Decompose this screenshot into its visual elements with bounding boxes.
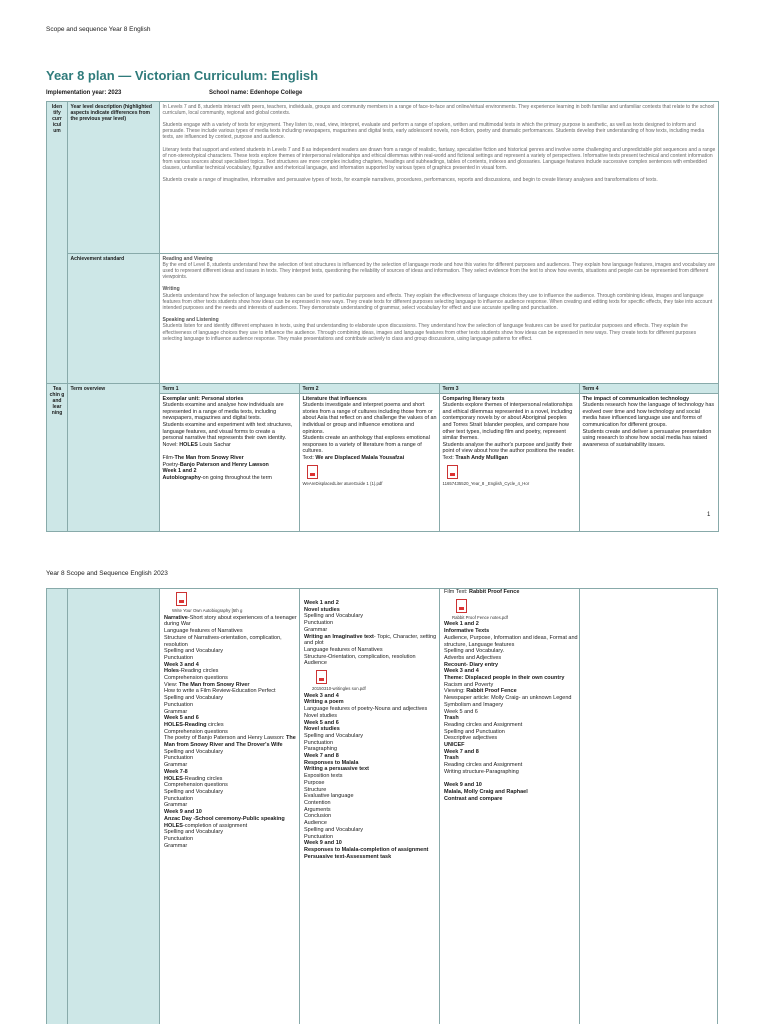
plan-line: Arguments xyxy=(304,806,331,813)
plan-heading: Week 9 and 10 xyxy=(164,809,202,816)
plan-heading: Week 5 and 6 xyxy=(164,715,199,722)
term-1-cell xyxy=(160,394,300,532)
term-4-cell xyxy=(580,394,719,532)
novel-author: Louis Sachar xyxy=(197,441,231,448)
plan-line: Punctuation xyxy=(164,795,194,802)
plan-text: Film Text: xyxy=(444,589,469,595)
text-label: Text: xyxy=(442,455,456,462)
plan-text: - Topic, Character, setting and plot xyxy=(304,633,437,647)
plan-line: Descriptive adjectives xyxy=(444,735,498,742)
plan-line: Spelling and Vocabulary xyxy=(304,613,364,620)
term-4-header: Term 4 xyxy=(580,384,719,394)
plan-line: Grammar xyxy=(164,708,188,715)
plan-emphasis: The Man from Snowy River xyxy=(178,681,250,688)
term-body: Students investigate and interpret poems and short stories from a range of cultures including those from or about Asia that reflect on and challenge the values of an individual or group and influence emotions and opinions. Students create an anthology that explores emotional responses to a variety of literature from a range of cultures. xyxy=(302,402,437,455)
plan-line: Symbolism and Imagery xyxy=(444,701,503,708)
plan-line: Language features of poetry-Nouns and adjectives xyxy=(304,706,428,713)
plan-emphasis: Writing an Imaginative text xyxy=(304,633,374,640)
novel-label: Novel: xyxy=(162,441,180,448)
term-week: Week 1 and 2 xyxy=(162,468,197,475)
plan-text: -completion of assignment xyxy=(182,822,248,829)
plan-line: Spelling and Vocabulary xyxy=(164,648,224,655)
plan-spacer xyxy=(444,776,578,783)
plan-line: Newspaper article: Molly Craig- an unknown Legend xyxy=(444,695,572,702)
plan-heading: Persuasive text-Assessment task xyxy=(304,853,392,860)
plan-emphasis: Holes xyxy=(164,668,179,675)
plan-line: Paragraphing xyxy=(304,746,338,753)
term-overview-label: Term overview xyxy=(68,384,160,532)
year-level-description xyxy=(160,102,719,254)
plan-heading: Writing a persuasive text xyxy=(304,766,370,773)
plan-line: Reading circles and Assignment xyxy=(444,721,523,728)
plan-line xyxy=(164,735,298,748)
term-poetry xyxy=(163,462,297,469)
plan-line xyxy=(444,589,578,596)
plan-heading: Week 9 and 10 xyxy=(444,782,482,789)
plan-heading: Recount- Diary entry xyxy=(444,661,499,668)
plan-line: Punctuation xyxy=(164,654,194,661)
plan-line: Punctuation xyxy=(164,835,194,842)
plan-line: Spelling and Vocabulary xyxy=(304,826,364,833)
plan-heading: Theme: Displaced people in their own country xyxy=(444,675,565,682)
text-title: Trash Andy Mulligan xyxy=(455,455,508,462)
plan-line: Audience xyxy=(304,820,327,827)
plan-text: -Reading circles xyxy=(178,668,219,675)
achievement-standard-label: Achievement standard xyxy=(68,254,160,384)
plan-heading: Week 3 and 4 xyxy=(304,692,339,699)
plan-line: Spelling and Punctuation xyxy=(444,728,505,735)
page-header: Scope and sequence Year 8 English xyxy=(46,26,151,33)
plan-text: -Reading circles xyxy=(182,775,223,782)
plan-line: Comprehension questions xyxy=(164,728,228,735)
plan-line: Contention xyxy=(304,799,331,806)
term-body: Students examine and analyse how individuals are represented in a range of media texts, including newspapers, magazines and digital texts. Students examine and experiment with text structures, language features, and visual forms to create a personal narrative that represents their own identity. xyxy=(162,402,293,442)
plan-meta xyxy=(46,90,726,96)
poetry-label: Poetry- xyxy=(162,461,180,468)
term-body: Students explore themes of interpersonal relationships and ethical dilemmas represented in a novel, including contemporary novels by or about Aboriginal peoples and Torres Strait Islander peoples, and compare how other text types, including film and poetry, represent similar themes. Students analyse the author's purpose and justify their point of view about how the author positions the reader. xyxy=(442,402,575,455)
plan-line: Exposition texts xyxy=(304,773,343,780)
plan-line xyxy=(304,634,438,647)
identify-curriculum-label: Iden tify curr icul um xyxy=(47,102,68,384)
plan-line xyxy=(164,682,298,689)
plan-line: Grammar xyxy=(164,802,188,809)
plan-line: Language features of Narratives xyxy=(304,646,383,653)
term-3-weekly-plan xyxy=(444,589,578,802)
pdf-attachment[interactable] xyxy=(172,592,242,613)
plan-line xyxy=(164,722,298,729)
autobiography-label: Autobiography xyxy=(162,474,201,481)
term-film xyxy=(163,455,297,462)
achievement-text: By the end of Level 8, students understand how the selection of text structures is influenced by the selection of language mode and how this varies for different purposes and audiences. They explain how language features, images and vocabulary are used to represent different ideas and issues in texts. They interpret texts, questioning the reliability of sources of ideas and information. They select evidence from the text to show how events, situations and people can be represented from different viewpoints. xyxy=(162,261,716,281)
plan-heading: Novel studies xyxy=(304,606,340,613)
term-text xyxy=(443,455,577,462)
plan-emphasis: The Man from Snowy River and The Drover's Wife xyxy=(164,735,296,749)
novel-title: HOLES xyxy=(179,441,198,448)
plan-line: Writing structure-Paragraphing xyxy=(444,768,519,775)
pdf-attachment[interactable] xyxy=(452,599,508,620)
plan-line: Punctuation xyxy=(304,739,334,746)
label-column xyxy=(68,589,160,1024)
achievement-text: Students understand how the selection of language features can be used for particular purposes and effects. They explain the effectiveness of language choices they use to influence the audience. Through combining ideas, images and language features from other texts students show how ideas can be expressed in new ways. They create texts for different purposes selecting language to influence audience response. When creating and editing texts for specific effects, they take into account intended purposes and the needs and interests of audiences. They demonstrate understanding of grammar, select vocabulary for effect and use accurate spelling and punctuation. xyxy=(162,292,713,311)
pdf-filename: WeAreDisplacedLiter atureGuide 1 (1).pdf xyxy=(302,480,383,486)
implementation-year: Implementation year: 2023 xyxy=(46,90,122,96)
teaching-learning-label: Tea chin g and lear ning xyxy=(47,384,68,532)
year-level-para: Students create a range of imaginative, informative and persuasive types of texts, for example narratives, procedures, performances, reports and discussions, and begin to create literary analyses and transformations of texts. xyxy=(162,177,658,184)
achievement-heading: Writing xyxy=(162,286,180,293)
plan-line: Conclusion xyxy=(304,813,332,820)
plan-text: The poetry of Banjo Paterson and Henry Lawson: xyxy=(164,735,286,742)
plan-heading: Week 7 and 8 xyxy=(304,753,339,760)
term-title: Comparing literary texts xyxy=(442,395,505,402)
term-2-weekly-plan xyxy=(304,600,438,860)
term-body: Students research how the language of technology has evolved over time and how technology and social media have influenced language use and forms of communication for different groups. Students create and deliver a persuasive presentation using research to show how social media has raised awareness of sustainability issues. xyxy=(582,402,715,448)
plan-emphasis: HOLES xyxy=(164,775,183,782)
plan-emphasis: HOLES xyxy=(164,822,183,829)
plan-line: Grammar xyxy=(164,762,188,769)
plan-line: Reading circles and Assignment xyxy=(444,762,523,769)
plan-line: Structure of Narratives-orientation, complication, resolution xyxy=(164,634,282,648)
film-title: The Man from Snowy River xyxy=(174,455,244,462)
plan-heading: Week 7-8 xyxy=(164,768,188,775)
term-1-weekly-plan xyxy=(164,589,298,849)
achievement-standard xyxy=(160,254,719,384)
autobiography-note: -on going throughout the term xyxy=(200,474,272,481)
pdf-icon xyxy=(176,592,187,606)
pdf-attachment[interactable] xyxy=(303,465,383,486)
plan-line: Audience, Purpose, Information and ideas, Format and structure, Language features xyxy=(444,634,578,648)
plan-line: Spelling and Vocabulary xyxy=(304,732,364,739)
plan-line: Spelling and Vocabulary xyxy=(164,748,224,755)
year-level-label: Year level description (highlighted aspects indicate differences from the previous year level) xyxy=(68,102,160,254)
plan-heading: Malala, Molly Craig and Raphael xyxy=(444,788,528,795)
plan-line: Evaluative language xyxy=(304,793,354,800)
pdf-filename: Write Your Own Autobiography [5th g xyxy=(172,608,243,613)
year-level-para: Literary texts that support and extend students in Levels 7 and 8 as independent readers are drawn from a range of realistic, fantasy, speculative fiction and historical genres and involve some challenging and unpredictable plot sequences and a range of non-stereotypical characters. These texts explore themes of interpersonal relationships and ethical dilemmas within real-world and fictional settings and represent a variety of perspectives. Informative texts present technical and content information from various sources about specialised topics. Text structures are more complex including chapters, headings and subheadings, tables of contents, indexes and glossaries. Language features include successive complex sentences with embedded clauses, unfamiliar technical vocabulary, figurative and rhetorical language, and information supported by various types of graphics presented in visual form. xyxy=(162,146,716,172)
plan-line: Punctuation xyxy=(164,755,194,762)
term-title: Exemplar unit: Personal stories xyxy=(162,395,244,402)
pdf-icon xyxy=(456,599,467,613)
pdf-filename: Rabbit Proof Fence notes.pdf xyxy=(452,614,508,620)
plan-line: Comprehension questions xyxy=(164,675,228,682)
plan-heading: Trash xyxy=(444,755,459,762)
plan-line: How to write a Film Review-Education Perfect xyxy=(164,688,276,695)
plan-heading: Week 3 and 4 xyxy=(444,668,479,675)
plan-heading: Week 5 and 6 xyxy=(304,719,339,726)
plan-heading: Trash xyxy=(444,715,459,722)
term-autobiography xyxy=(163,475,297,482)
plan-line: Spelling and Vocabulary. xyxy=(444,648,505,655)
term-novel xyxy=(163,442,297,449)
plan-line: Grammar xyxy=(164,842,188,849)
plan-line: Novel studies xyxy=(304,712,338,719)
plan-line xyxy=(164,615,298,628)
page-header: Year 8 Scope and Sequence English 2023 xyxy=(46,570,168,577)
film-label: Film- xyxy=(162,455,175,462)
pdf-filename: 20150310-writingles son.pdf xyxy=(312,686,366,692)
plan-line: Purpose xyxy=(304,779,325,786)
plan-text: Viewing: xyxy=(444,688,467,695)
term-2-header: Term 2 xyxy=(300,384,440,394)
achievement-heading: Speaking and Listening xyxy=(162,317,219,324)
pdf-attachment[interactable] xyxy=(312,670,366,691)
plan-heading: Responses to Malala xyxy=(304,759,359,766)
plan-line: Language features of Narratives xyxy=(164,628,243,635)
plan-line: Punctuation xyxy=(164,701,194,708)
plan-heading: Week 9 and 10 xyxy=(304,840,342,847)
pdf-attachment[interactable] xyxy=(443,465,530,486)
plan-line xyxy=(164,823,298,830)
plan-emphasis: Rabbit Proof Fence xyxy=(466,688,517,695)
school-name: School name: Edenhope College xyxy=(209,90,303,96)
plan-emphasis: HOLES-Reading xyxy=(164,721,207,728)
plan-line: Punctuation xyxy=(304,620,334,627)
plan-line: Spelling and Vocabulary xyxy=(164,829,224,836)
term-title: The impact of communication technology xyxy=(582,395,690,402)
term-3-header: Term 3 xyxy=(440,384,580,394)
pdf-icon xyxy=(316,670,327,684)
plan-emphasis: Rabbit Proof Fence xyxy=(468,589,520,595)
weekly-plan-table xyxy=(46,588,718,1024)
plan-heading: UNICEF xyxy=(444,742,465,749)
plan-line: Spelling and Vocabulary xyxy=(164,695,224,702)
term-text xyxy=(303,455,437,462)
side-column xyxy=(47,589,68,1024)
text-label: Text: xyxy=(302,455,316,462)
plan-text: circles xyxy=(206,721,224,728)
plan-line: Racism and Poverty xyxy=(444,681,494,688)
term-2-cell xyxy=(300,394,440,532)
plan-line: Week 5 and 6 xyxy=(444,708,478,715)
achievement-heading: Reading and Viewing xyxy=(162,255,213,262)
achievement-text: Students listen for and identify different emphases in texts, using that understanding to elaborate upon discussions. They understand how the selection of language features can be used for particular purposes and effects. They explain the effectiveness of language choices they use to influence the audience. Through combining ideas, images and language features from other texts students show how ideas can be expressed in new ways. They create texts for different purposes selecting language to influence audience response. They make presentations and contribute actively to class and group discussions, using language patterns for effect. xyxy=(162,323,697,342)
pdf-icon xyxy=(307,465,318,479)
plan-heading: Week 3 and 4 xyxy=(164,661,199,668)
plan-line: Grammar xyxy=(304,626,328,633)
plan-text: View: xyxy=(164,681,179,688)
plan-line: Structure xyxy=(304,786,327,793)
plan-heading: Informative Texts xyxy=(444,628,490,635)
plan-heading: Contrast and compare xyxy=(444,795,503,802)
year-level-para: Students engage with a variety of texts for enjoyment. They listen to, read, view, interpret, evaluate and perform a range of spoken, written and multimodal texts in which the primary purpose is aesthetic, as well as texts designed to inform and persuade. These include various types of media texts including newspapers, magazines and digital texts, early adolescent novels, non-fiction, poetry and dramatic performances. Students develop their understanding of how texts, including media texts, are influenced by context, purpose and audience. xyxy=(162,121,705,141)
curriculum-table xyxy=(46,101,719,532)
term-3-cell xyxy=(440,394,580,532)
plan-heading: Week 1 and 2 xyxy=(444,621,479,628)
plan-line: Punctuation xyxy=(304,833,334,840)
plan-emphasis: Narrative xyxy=(164,614,188,621)
pdf-icon xyxy=(447,465,458,479)
plan-line xyxy=(164,776,298,783)
term-title: Literature that influences xyxy=(302,395,367,402)
plan-line xyxy=(164,668,298,675)
document-page-2 xyxy=(0,530,768,1024)
plan-heading: Week 1 and 2 xyxy=(304,600,339,606)
pdf-filename: 11657435520_Year_8 _English_Cycle_4_Hor xyxy=(442,480,530,486)
text-title: We are Displaced Malala Yousafzai xyxy=(315,455,405,462)
plan-line: Audience xyxy=(304,660,327,667)
term-1-header: Term 1 xyxy=(160,384,300,394)
plan-heading: Week 7 and 8 xyxy=(444,748,479,755)
plan-heading: Writing a poem xyxy=(304,699,344,706)
plan-heading: Responses to Malala-completion of assignment xyxy=(304,846,429,853)
plan-line: Comprehension questions xyxy=(164,782,228,789)
page-title: Year 8 plan — Victorian Curriculum: English xyxy=(46,68,319,83)
plan-line: Structure-Orientation, complication, resolution xyxy=(304,653,416,660)
poetry-title: Banjo Paterson and Henry Lawson xyxy=(179,461,269,468)
page-number: 1 xyxy=(707,512,711,518)
year-level-para: In Levels 7 and 8, students interact with peers, teachers, individuals, groups and community members in a range of face-to-face and online/virtual environments. They experience learning in both familiar and unfamiliar contexts that relate to the school curriculum, local community, regional and global contexts. xyxy=(162,103,715,116)
plan-line: Spelling and Vocabulary xyxy=(164,788,224,795)
plan-text: -Short story about experiences of a teenager during War xyxy=(164,614,297,628)
plan-heading: Novel studies xyxy=(304,726,340,733)
plan-heading: Anzac Day -School ceremony-Public speaking xyxy=(164,815,285,822)
plan-line xyxy=(444,688,578,695)
plan-line: Adverbs and Adjectives xyxy=(444,654,502,661)
